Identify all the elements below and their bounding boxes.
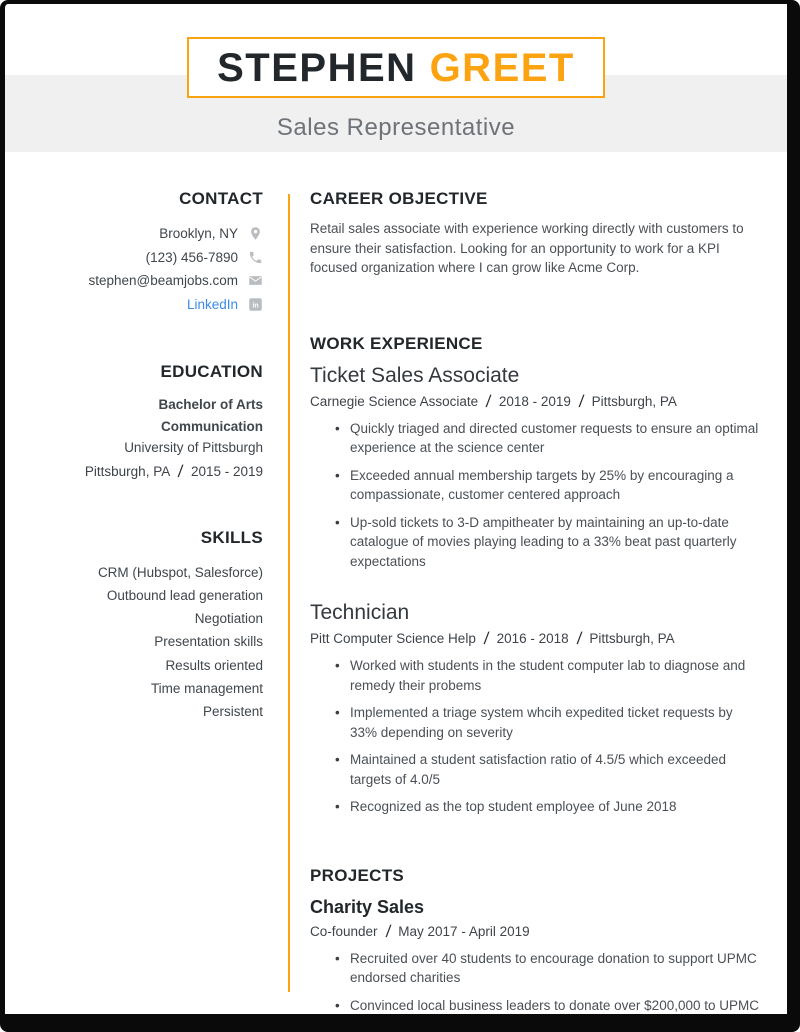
education-degree: Bachelor of Arts: [158, 397, 263, 412]
contact-list: [35, 222, 263, 316]
job-entry: [310, 363, 762, 572]
education-major: Communication: [160, 418, 263, 434]
envelope-icon: [248, 273, 263, 288]
bullet-item: [310, 419, 762, 458]
skills-heading: SKILLS: [200, 527, 263, 547]
bullet-marker: •: [335, 514, 340, 530]
bullet-marker: •: [335, 658, 340, 673]
education-section: [35, 362, 263, 482]
contact-email-label: stephen@beamjobs.com: [88, 273, 238, 289]
skill-item: Persistent: [202, 704, 263, 720]
projects-section: [310, 866, 762, 1032]
bullet-item: [310, 466, 762, 505]
bullet-item: [310, 949, 762, 988]
bullet-item: [310, 656, 762, 695]
name-first: STEPHEN: [217, 45, 417, 90]
separator-slash: /: [485, 391, 492, 411]
bullet-item: [310, 750, 762, 789]
job-company: Carnegie Science Associate: [310, 393, 479, 409]
education-meta: [35, 462, 263, 482]
bullet-marker: •: [335, 467, 340, 483]
education-location: Pittsburgh, PA: [84, 463, 171, 479]
contact-location-label: Brooklyn, NY: [159, 226, 238, 242]
skills-section: [35, 528, 263, 724]
bullet-item: [310, 513, 762, 572]
bullet-text: Convinced local business leaders to donate over $200,000 to UPMC causes: [350, 997, 759, 1032]
bullet-item: [310, 797, 762, 817]
separator-slash: /: [384, 921, 392, 941]
project-title: Charity Sales: [310, 896, 425, 917]
bullet-text: Worked with students in the student computer lab to diagnose and remedy their probems: [350, 658, 746, 693]
job-title: Ticket Sales Associate: [310, 363, 520, 387]
skill-item: Time management: [150, 680, 263, 696]
bullet-text: Recognized as the top student employee of June 2018: [350, 799, 677, 814]
job-location: Pittsburgh, PA: [589, 631, 675, 646]
skill-item: Results oriented: [165, 657, 263, 673]
name-last: GREET: [429, 45, 575, 90]
job-subtitle: Sales Representative: [276, 114, 516, 141]
work-experience-section: [310, 334, 762, 817]
bullet-text: Maintained a student satisfaction ratio of 4.5/5 which exceeded targets of 4.0/5: [350, 752, 726, 787]
career-objective-heading: CAREER OBJECTIVE: [310, 189, 488, 208]
education-dates: 2015 - 2019: [190, 463, 263, 479]
career-objective-text: Retail sales associate with experience working directly with customers to ensure their satisfaction. Looking for an opportunity to work for a KPI focused organization where I can grow like Acme Corp.: [310, 221, 744, 275]
contact-email: [35, 269, 263, 293]
separator-slash: /: [575, 629, 583, 648]
contact-linkedin[interactable]: [35, 293, 263, 317]
education-school: University of Pittsburgh: [124, 440, 263, 455]
bullet-marker: •: [335, 752, 340, 767]
bullet-text: Up-sold tickets to 3-D ampitheater by maintaining an up-to-date catalogue of movies playing leading to a 33% beat past quarterly expectations: [350, 514, 737, 569]
skill-item: CRM (Hubspot, Salesforce): [97, 564, 263, 580]
job-location: Pittsburgh, PA: [591, 393, 677, 409]
name-box: [187, 37, 605, 98]
skill-item: Outbound lead generation: [106, 587, 263, 603]
bullet-text: Recruited over 40 students to encourage donation to support UPMC endorsed charities: [350, 950, 757, 985]
bullet-text: Implemented a triage system whcih expedited ticket requests by 33% depending on severity: [350, 705, 733, 740]
job-company: Pitt Computer Science Help: [310, 631, 476, 646]
job-meta: [310, 392, 762, 412]
job-dates: 2016 - 2018: [496, 631, 569, 646]
work-experience-heading: WORK EXPERIENCE: [310, 333, 483, 353]
bullet-marker: •: [335, 950, 340, 966]
project-dates: May 2017 - April 2019: [398, 923, 530, 939]
bullet-item: [310, 703, 762, 742]
education-heading: EDUCATION: [160, 362, 263, 381]
job-title: Technician: [310, 601, 410, 624]
job-meta: [310, 629, 762, 649]
job-bullets: [310, 419, 762, 572]
separator-slash: /: [177, 461, 184, 481]
projects-heading: PROJECTS: [310, 865, 405, 885]
bullet-marker: •: [335, 799, 340, 814]
sidebar: [35, 189, 263, 724]
project-role: Co-founder: [310, 923, 378, 939]
contact-phone: [35, 246, 263, 270]
separator-slash: /: [482, 629, 490, 648]
contact-phone-label: (123) 456-7890: [145, 249, 238, 265]
bullet-marker: •: [335, 997, 340, 1013]
contact-heading: CONTACT: [179, 189, 263, 208]
skill-item: Presentation skills: [154, 634, 263, 650]
location-pin-icon: [248, 226, 263, 241]
bullet-marker: •: [335, 420, 340, 436]
job-entry: [310, 600, 762, 817]
bullet-text: Exceeded annual membership targets by 25% by encouraging a compassionate, customer centered approach: [350, 467, 734, 502]
career-objective-section: [310, 189, 762, 278]
job-dates: 2018 - 2019: [498, 393, 571, 409]
contact-location: [35, 222, 263, 246]
bullet-item: [310, 996, 762, 1032]
svg-text:in: in: [252, 302, 259, 310]
main-column: [310, 189, 762, 1032]
column-divider: [288, 194, 290, 992]
bullet-text: Quickly triaged and directed customer requests to ensure an optimal experience at the science center: [350, 420, 759, 455]
linkedin-icon: [248, 297, 263, 312]
bullet-marker: •: [335, 705, 340, 720]
phone-icon: [248, 250, 263, 265]
project-bullets: [310, 949, 762, 1032]
job-bullets: [310, 656, 762, 817]
project-meta: [310, 922, 762, 942]
skill-item: Negotiation: [194, 611, 263, 627]
separator-slash: /: [577, 391, 585, 411]
linkedin-link[interactable]: LinkedIn: [186, 296, 238, 312]
